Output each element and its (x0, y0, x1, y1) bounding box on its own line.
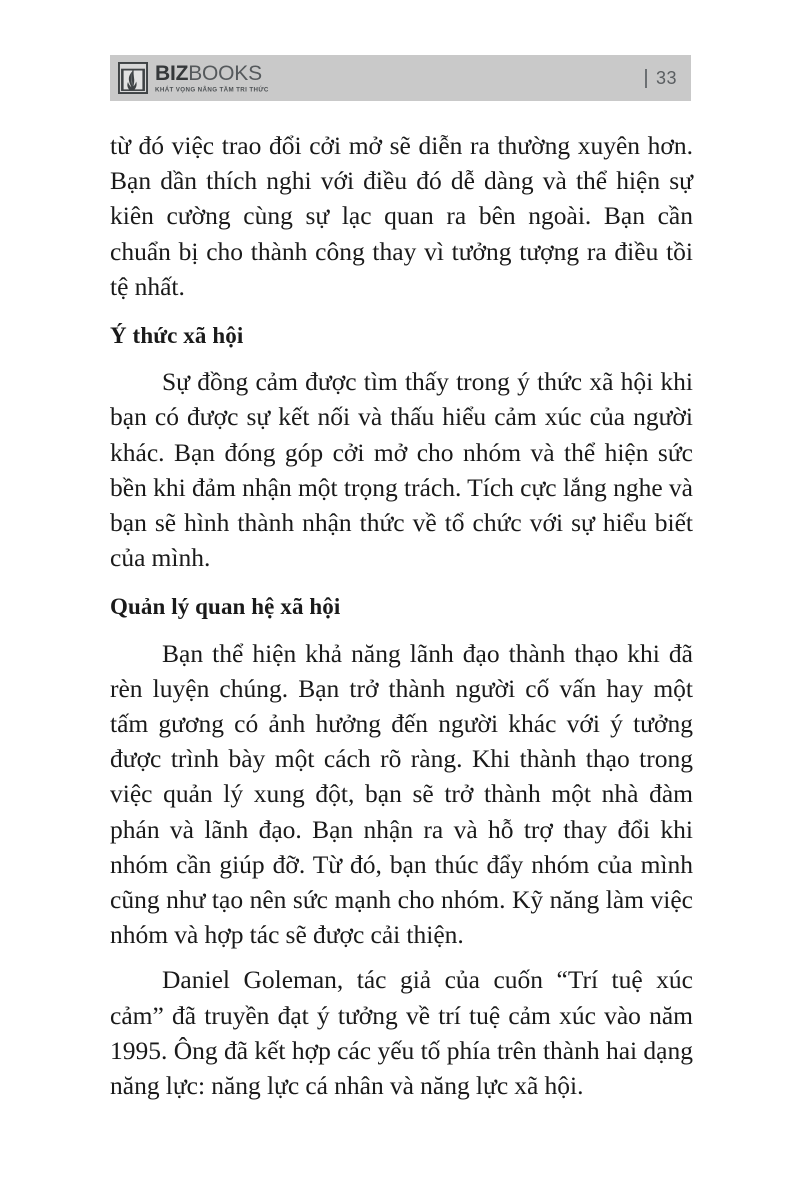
page-folio (645, 69, 677, 88)
brand-logo (118, 62, 269, 94)
text-column (110, 128, 693, 1103)
spacer (110, 353, 693, 364)
open-book-flame-icon (118, 62, 148, 94)
brand-tagline: KHÁT VỌNG NÂNG TẦM TRI THỨC (155, 85, 269, 94)
spacer (110, 952, 693, 962)
section-heading-social-awareness: Ý thức xã hội (110, 323, 244, 349)
brand-text (155, 63, 269, 93)
page-number: 33 (655, 68, 677, 88)
paragraph-social-awareness: Sự đồng cảm được tìm thấy trong ý thức xã hội khi bạn có được sự kết nối và thấu hiểu cảm xúc của người khác. Bạn đóng góp cởi mở cho nhóm và thể hiện sức bền khi đảm nhận một trọng trách. Tích cực lắng nghe và bạn sẽ hình thành nhận thức về tổ chức với sự hiểu biết của mình. (110, 367, 693, 573)
paragraph-continuation: từ đó việc trao đổi cởi mở sẽ diễn ra thường xuyên hơn. Bạn dần thích nghi với điều đó dễ dàng và thể hiện sự kiên cường cùng sự lạc quan ra bên ngoài. Bạn cần chuẩn bị cho thành công thay vì tưởng tượng ra điều tồi tệ nhất. (110, 131, 693, 301)
running-header (110, 55, 691, 101)
folio-divider-icon (645, 69, 647, 88)
brand-wordmark (155, 63, 269, 84)
spacer (110, 304, 693, 318)
spacer (110, 575, 693, 589)
paragraph-relationship-management: Bạn thể hiện khả năng lãnh đạo thành thạo khi đã rèn luyện chúng. Bạn trở thành người cố vấn hay một tấm gương có ảnh hưởng đến người khác với ý tưởng được trình bày một cách rõ ràng. Khi thành thạo trong việc quản lý xung đột, bạn sẽ trở thành một nhà đàm phán và lãnh đạo. Bạn nhận ra và hỗ trợ thay đổi khi nhóm cần giúp đỡ. Từ đó, bạn thúc đẩy nhóm của mình cũng như tạo nên sức mạnh cho nhóm. Kỹ năng làm việc nhóm và hợp tác sẽ được cải thiện. (110, 638, 693, 950)
paragraph-daniel-goleman: Daniel Goleman, tác giả của cuốn “Trí tuệ xúc cảm” đã truyền đạt ý tưởng về trí tuệ cảm xúc vào năm 1995. Ông đã kết hợp các yếu tố phía trên thành hai dạng năng lực: năng lực cá nhân và năng lực xã hội. (110, 965, 693, 1101)
spacer (110, 625, 693, 636)
brand-wordmark-secondary: BOOKS (188, 61, 262, 85)
brand-wordmark-primary: BIZ (155, 61, 189, 85)
section-heading-relationship-management: Quản lý quan hệ xã hội (110, 594, 341, 620)
